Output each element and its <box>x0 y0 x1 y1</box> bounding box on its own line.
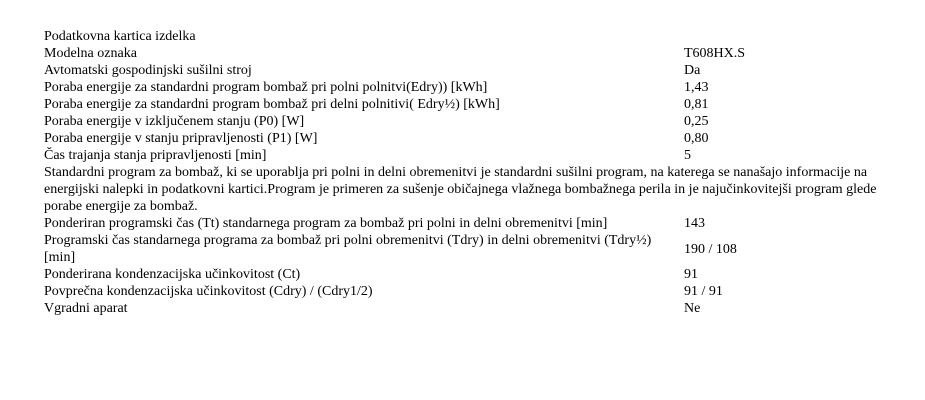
row-energy-full <box>44 79 900 96</box>
row-label: Poraba energije za standardni program bombaž pri polni polnitvi(Edry)) [kWh] <box>44 80 488 95</box>
row-label: Poraba energije za standardni program bombaž pri delni polnitivi( Edry½) [kWh] <box>44 97 500 112</box>
row-value: T608HX.S <box>684 46 746 61</box>
row-label: Čas trajanja stanja pripravljenosti [min] <box>44 148 267 163</box>
row-value: Da <box>684 63 701 78</box>
row-value: 0,81 <box>684 97 709 112</box>
row-value: 0,80 <box>684 131 709 146</box>
row-label: Modelna oznaka <box>44 46 137 61</box>
row-power-standby <box>44 130 900 147</box>
row-standby-duration <box>44 147 900 164</box>
row-built-in <box>44 300 900 317</box>
row-label: Ponderirana kondenzacijska učinkovitost (Ct) <box>44 267 301 282</box>
row-value: 91 / 91 <box>684 284 723 299</box>
row-label: Poraba energije v stanju pripravljenosti (P1) [W] <box>44 131 318 146</box>
row-value: 91 <box>684 267 698 282</box>
row-label: Avtomatski gospodinjski sušilni stroj <box>44 63 252 78</box>
row-model <box>44 45 900 62</box>
row-energy-partial <box>44 96 900 113</box>
row-value: 1,43 <box>684 80 709 95</box>
row-automatic-dryer <box>44 62 900 79</box>
row-label: Programski čas standarnega programa za bombaž pri polni obremenitvi (Tdry) in delni obremenitvi (Tdry½) [min] <box>44 233 652 265</box>
row-label: Ponderiran programski čas (Tt) standarnega program za bombaž pri polni in delni obremenitvi [min] <box>44 216 608 231</box>
standard-program-note: Standardni program za bombaž, ki se uporablja pri polni in delni obremenitvi je standardni sušilni program, na katerega se nanašajo informacije na energijski nalepki in podatkovni kartici.Program je primeren za sušenje običajnega vlažnega bombažnega perila in je najučinkovitejši program glede porabe energije za bombaž. <box>44 165 877 214</box>
row-weighted-condensation <box>44 266 900 283</box>
row-power-off <box>44 113 900 130</box>
sheet-title: Podatkovna kartica izdelka <box>44 29 196 44</box>
row-average-condensation <box>44 283 900 300</box>
row-value: 190 / 108 <box>684 241 737 257</box>
product-data-sheet <box>44 28 900 317</box>
row-value: 143 <box>684 216 705 231</box>
row-value: 5 <box>684 148 691 163</box>
row-value: 0,25 <box>684 114 709 129</box>
row-label: Poraba energije v izključenem stanju (P0) [W] <box>44 114 305 129</box>
row-value: Ne <box>684 301 701 316</box>
row-weighted-program-time <box>44 215 900 232</box>
row-label: Vgradni aparat <box>44 301 128 316</box>
row-program-time <box>44 232 900 266</box>
row-label: Povprečna kondenzacijska učinkovitost (Cdry) / (Cdry1/2) <box>44 284 373 299</box>
